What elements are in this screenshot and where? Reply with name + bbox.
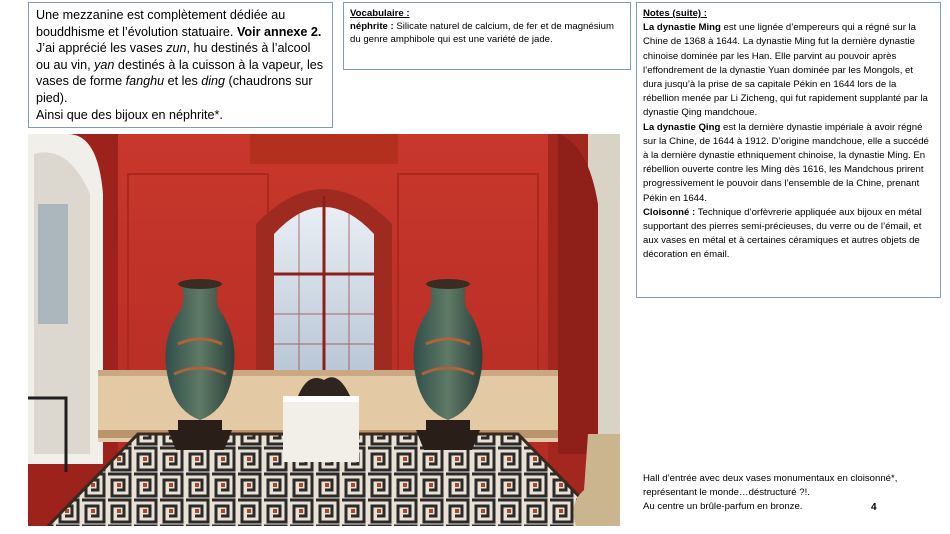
vocabulary-title: Vocabulaire : <box>350 8 410 19</box>
note-term-qing: La dynastie Qing <box>643 121 721 133</box>
intro-text-box <box>28 2 333 128</box>
intro-text-4: destinés à la cuisson à la vapeur, les vases de forme <box>36 57 324 89</box>
note-term-ming: La dynastie Ming <box>643 22 721 34</box>
intro-text-1: Une mezzanine est complètement dédiée au bouddhisme et l’évolution statuaire. <box>36 8 286 39</box>
intro-text-5: et les <box>164 74 202 89</box>
page-number: 4 <box>871 502 877 513</box>
intro-text-2: J’ai apprécié les vases <box>36 41 167 56</box>
note-term-cloisonne: Cloisonné : <box>643 206 696 218</box>
term-fanghu: fanghu <box>125 74 165 89</box>
term-yan: yan <box>94 57 115 72</box>
intro-text-7: Ainsi que des bijoux en néphrite*. <box>36 107 223 122</box>
vocabulary-box <box>343 2 631 70</box>
note-text-ming: est une lignée d’empereurs qui a régné sur la Chine de 1368 à 1644. La dynastie Ming fut la dernière dynastie chinoise dominée par les Han. Elle parvint au pouvoir après l’effondrement de la dynastie Yuan dominée par les Mongols, et dura jusqu’à la prise de sa capitale Pékin en 1644 lors de la rébellion menée par Li Zicheng, qui fut rapidement supplanté par la dynastie Qing mandchoue. <box>643 22 928 119</box>
note-text-qing: est la dernière dynastie impériale à avoir régné sur la Chine, de 1644 à 1912. D’origine mandchoue, elle a succédé à la dernière dynastie ethniquement chinoise, la dynastie Ming. En rébellion ouverte contre les Ming dès 1616, les Mandchous prirent progressivement le pouvoir dans l’ensemble de la Chine, prenant Pékin en 1644. <box>643 121 929 204</box>
caption-line-2: Au centre un brûle-parfum en bronze. <box>643 501 803 513</box>
hall-photo <box>28 134 620 526</box>
caption-line-1: Hall d’entrée avec deux vases monumentaux en cloisonné*, représentant le monde…déstructuré ?!. <box>643 473 898 499</box>
vocabulary-term: néphrite : <box>350 21 394 33</box>
note-text-cloisonne: Technique d’orfèvrerie appliquée aux bijoux en métal supportant des pierres semi-précieuses, du verre ou de l’émail, et aux vases en métal et à certaines céramiques et autres objets de décoration en émail. <box>643 206 922 261</box>
intro-text-3: , hu destinés à l’alcool ou au vin, <box>36 41 311 72</box>
vocabulary-definition: Silicate naturel de calcium, de fer et de magnésium du genre amphibole qui est une variété de jade. <box>350 21 614 46</box>
notes-box <box>636 2 941 298</box>
notes-title: Notes (suite) : <box>643 8 707 19</box>
term-ding: ding <box>201 74 226 89</box>
intro-text-6: (chaudrons sur pied). <box>36 74 313 105</box>
photo-caption <box>643 472 943 515</box>
annex-reference: Voir annexe 2. <box>236 24 322 39</box>
term-zun: zun <box>166 41 187 56</box>
